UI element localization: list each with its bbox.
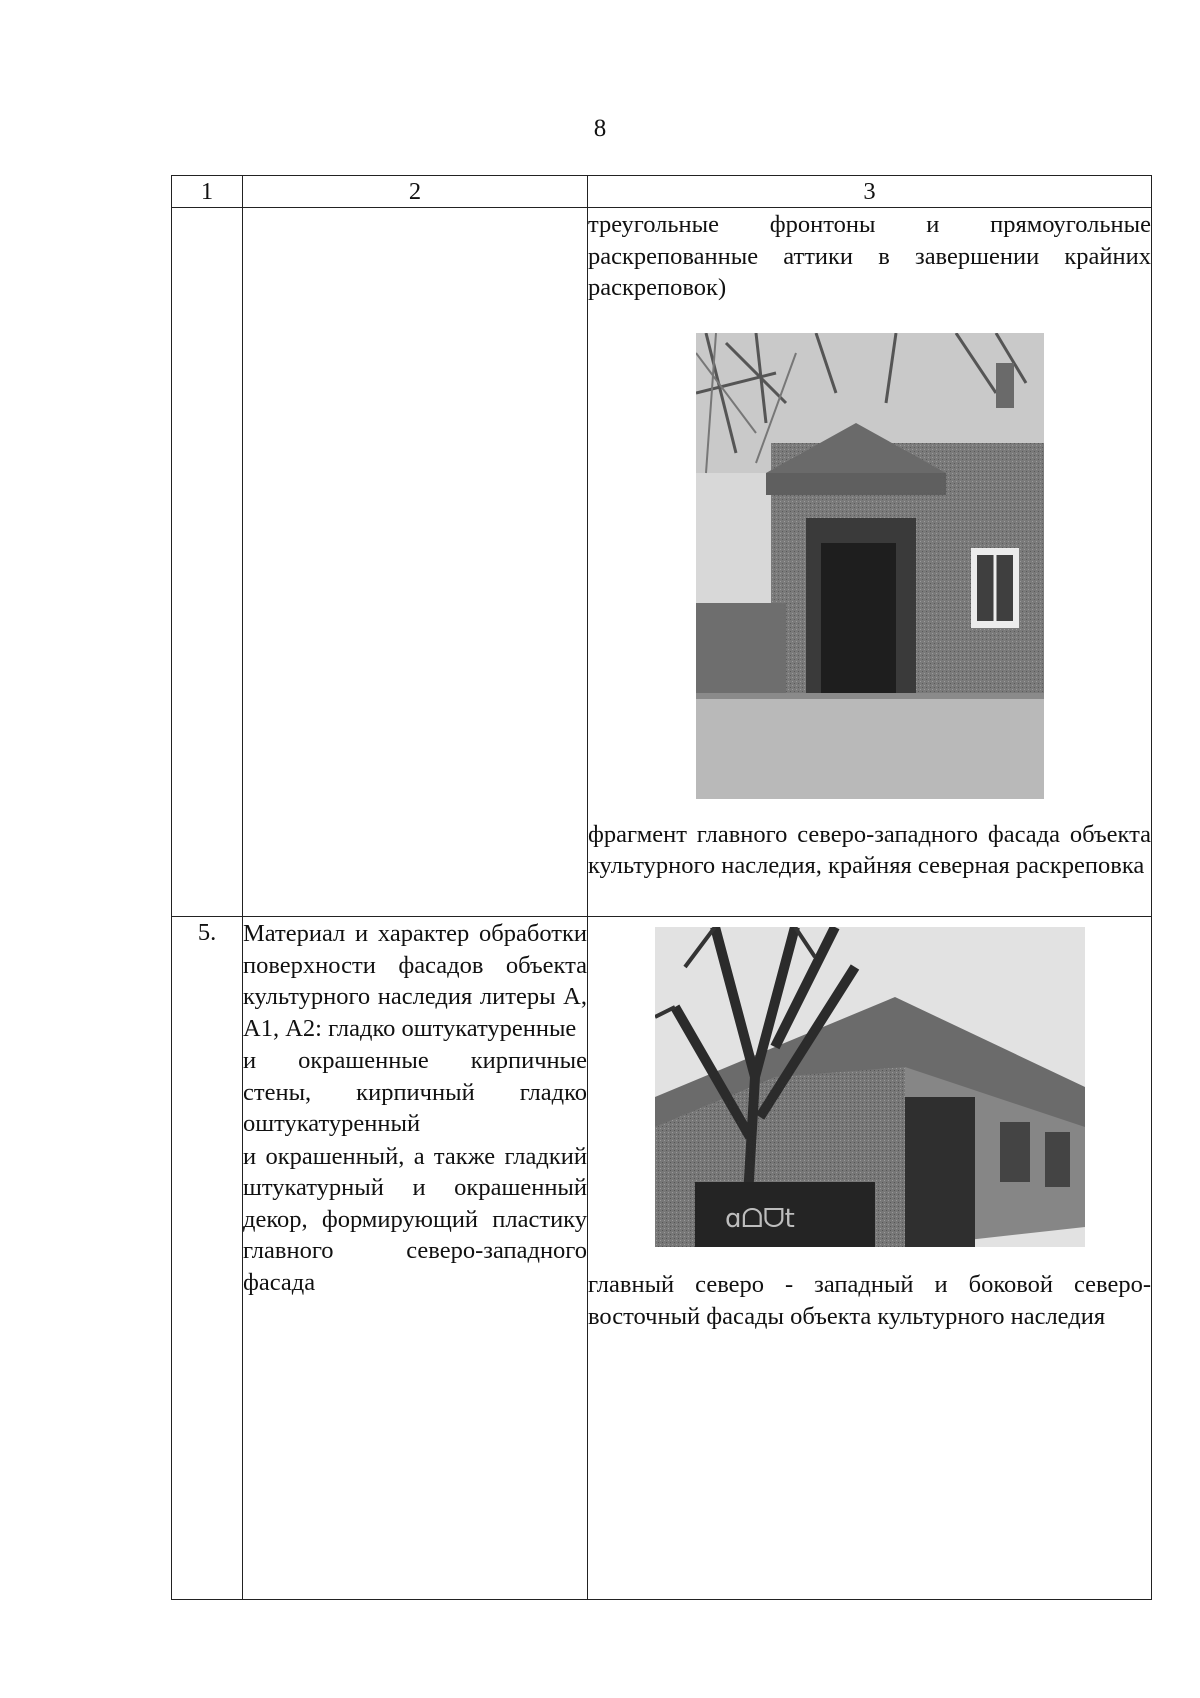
- detail-text: треугольные фронтоны и прямоугольные раскрепованные аттики в завершении крайних раскреповок): [588, 211, 1151, 301]
- heritage-table: [171, 175, 1152, 1600]
- item-description-line: и окрашенный, а также гладкий штукатурный и окрашенный декор, формирующий пластику главного северо-западного фасада: [243, 1142, 587, 1296]
- row-number-cell: [172, 208, 243, 917]
- item-description-line: и окрашенные кирпичные стены, кирпичный гладко оштукатуренный: [243, 1047, 587, 1137]
- page-number: 8: [593, 115, 607, 142]
- building-facade-photo: [588, 333, 1151, 799]
- table-header-row: [172, 176, 1152, 208]
- item-description-line: Материал и характер обработки поверхности фасадов объекта культурного наследия литеры А, А1, А2: гладко оштукатуренные: [243, 920, 587, 1042]
- table-row: [172, 208, 1152, 917]
- column-header-1: 1: [172, 176, 243, 208]
- item-description-cell: [243, 917, 588, 1600]
- photo-caption: главный северо - западный и боковой северо-восточный фасады объекта культурного наследия: [588, 1271, 1151, 1330]
- row-number-cell: 5.: [172, 917, 243, 1600]
- detail-cell: [588, 917, 1152, 1600]
- table-row: [172, 917, 1152, 1600]
- item-description-cell: [243, 208, 588, 917]
- detail-cell: [588, 208, 1152, 917]
- svg-text:ɑᗝᗜ𝗍: ɑᗝᗜ𝗍: [724, 1204, 795, 1234]
- column-header-3: 3: [588, 176, 1152, 208]
- column-header-2: 2: [243, 176, 588, 208]
- photo-caption: фрагмент главного северо-западного фасада объекта культурного наследия, крайняя северная раскреповка: [588, 820, 1151, 879]
- building-corner-photo: [588, 927, 1151, 1247]
